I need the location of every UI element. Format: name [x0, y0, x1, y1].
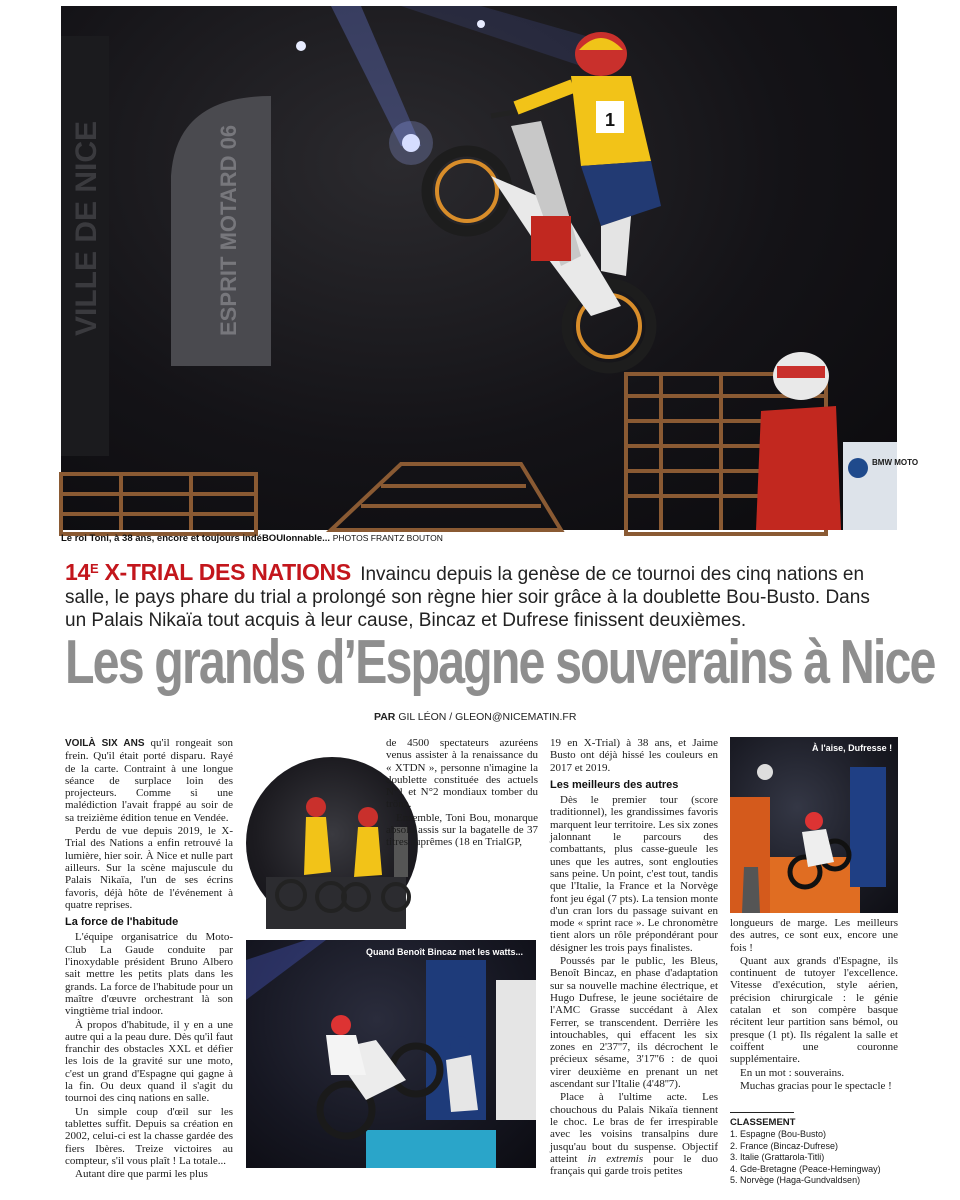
main-photo-caption: [61, 533, 443, 544]
standings-row: 5. Norvège (Haga-Gundvaldsen): [730, 1175, 861, 1186]
standings-row: 1. Espagne (Bou-Busto): [730, 1129, 827, 1140]
rider-bib-number: 1: [604, 110, 616, 130]
paragraph: Dès le premier tour (score traditionnel), les grandissimes favoris marquent leur territoire. Les six zones jalonnant le parcours des combattants, plus casse-gueule les unes que les autres, sont englouties sans peine. Un point, c'est tout, tandis que l'Italie, la France et la Norvège font jeu égal (7 pts). La tension monte d'un cran lors du passage suivant en mode « sprint race ». Le chronomètre tient alors un rôle prépondérant pour désigner les trois pays finalistes.: [550, 794, 719, 954]
standings-rule: [730, 1112, 794, 1113]
subheading: Les meilleurs des autres: [550, 778, 679, 791]
banner-text: ESPRIT MOTARD 06: [216, 124, 241, 336]
standings-title: CLASSEMENT: [730, 1117, 796, 1128]
paragraph: Ensemble, Toni Bou, monarque absolu assis sur la bagatelle de 37 titres suprêmes (18 en TrialGP,: [386, 811, 538, 849]
headline: Les grands d’Espagne souverains à Nice: [65, 628, 935, 697]
main-photo: [61, 6, 919, 530]
kicker: [65, 559, 351, 585]
paragraph: Perdu de vue depuis 2019, le X-Trial des Nations a enfin retrouvé la lumière, hier soir. À Nice et nulle part ailleurs. Sur la scène majuscule du Palais Nikaïa, l'un de ses écrins favoris, déjà hôte de l'événement à quatre reprises.: [65, 825, 233, 911]
byline-author: GIL LÉON / GLEON@NICEMATIN.FR: [398, 711, 577, 723]
emphasis: in extremis: [587, 1152, 644, 1165]
mid-photo-caption: Quand Benoît Bincaz met les watts...: [366, 947, 524, 957]
paragraph: Un simple coup d'œil sur les tablettes suffit. Depuis sa création en 2002, celui-ci est la chasse gardée des fiers Ibères. Treize victoires au compteur, s'il vous plaît ! La totale...: [65, 1105, 233, 1167]
paragraph-text: Place à l'ultime acte. Les chouchous du Palais Nikaïa tiennent le choc. Le bras de fer irrespirable avec les voisins transalpins dure jusqu'au bout du suspense. Objectif atteint: [550, 1091, 718, 1165]
standings-row: 4. Gde-Bretagne (Peace-Hemingway): [730, 1163, 881, 1174]
standings-row: 3. Italie (Grattarola-Titli): [730, 1152, 825, 1163]
article-column-4: [730, 917, 898, 1093]
dufrese-photo-illustration: [730, 737, 898, 913]
lead-in: VOILÀ SIX ANS: [65, 738, 145, 749]
byline-par: PAR: [374, 711, 396, 723]
paragraph: longueurs de marge. Les meilleurs des autres, ce sont eux, encore une fois !: [730, 917, 898, 954]
intro-text: Invaincu depuis la genèse de ce tournoi des cinq nations en salle, le pays phare du trial a prolongé son règne hier soir grâce à la doublette Bou-Busto. Dans un Palais Nikaïa tout acquis à leur cause, Bincaz et Dufrese finissent deuxièmes.: [65, 564, 870, 631]
paragraph: Autant dire que parmi les plus: [75, 1168, 208, 1181]
paragraph: Muchas gracias pour le spectacle !: [740, 1079, 892, 1092]
subheading: La force de l'habitude: [65, 916, 179, 929]
intro-block: [65, 557, 895, 632]
arena-wall-text: VILLE DE NICE: [70, 120, 103, 336]
paragraph: Quant aux grands d'Espagne, ils continuent de tutoyer l'excellence. Vitesse d'exécution, style aérien, précision chirurgicale : le génie catalan et son compère basque récitent leur partition sans bémol, ou presque (1 pt). Ils régalent la salle et coiffent une couronne supplémentaire.: [730, 954, 898, 1066]
photo-credit: PHOTOS FRANTZ BOUTON: [332, 533, 443, 543]
sponsor-text: BMW MOTO: [872, 458, 919, 467]
paragraph: de 4500 spectateurs azuréens venus assister à la renaissance du « XTDN », personne n'imagine la doublette constituée des actuels N°1 et N°2 mondiaux tomber du trône.: [386, 737, 538, 811]
right-photo-caption: À l'aise, Dufresse !: [812, 743, 893, 753]
dufrese-photo: [730, 737, 898, 913]
kicker-sup: E: [89, 561, 99, 576]
bincaz-photo: [246, 940, 536, 1168]
paragraph: En un mot : souverains.: [740, 1066, 845, 1079]
bincaz-photo-illustration: [246, 940, 536, 1168]
kicker-text: X-TRIAL DES NATIONS: [104, 559, 351, 585]
paragraph: L'équipe organisatrice du Moto-Club La Gaude conduite par l'inoxydable président Bruno Albero sait mettre les petits plats dans les grands. La force de l'habitude pour un maître d'œuvre orchestrant là son vingtième trial indoor.: [65, 931, 233, 1018]
paragraph: 19 en X-Trial) à 38 ans, et Jaime Busto ont déjà hissé les couleurs en 2017 et 2019.: [550, 737, 718, 774]
main-caption-text: Le roi Toni, à 38 ans, encore et toujours indéBOUIonnable...: [61, 533, 331, 544]
paragraph-text: pour le duo français qui garde trois petites: [550, 1152, 718, 1178]
article-column-1: [65, 737, 233, 1181]
standings-row: 2. France (Bincaz-Dufrese): [730, 1140, 839, 1151]
paragraph-text: qu'il rongeait son frein. Qu'il était porté disparu. Rayé de la carte. Contraint à une longue séance de surplace loin des projecteurs. Comme si une malédiction l'avait frappé au soir de sa treizième édition tenue en Vendée.: [65, 737, 233, 824]
paragraph: [550, 1091, 718, 1177]
main-photo-illustration: [61, 6, 919, 530]
byline: [374, 711, 576, 723]
article-column-2: [386, 737, 538, 850]
paragraph: [65, 737, 233, 824]
standings-box: [730, 1112, 900, 1186]
paragraph: Poussés par le public, les Bleus, Benoît Bincaz, en phase d'adaptation sur sa nouvelle machine électrique, et Hugo Dufrese, le jeune sociétaire de l'AMC Grasse succédant à Alex Ferrer, se transcendent. Derrière les intouchables, qui effacent les six zones en 2'37''7, ils décrochent le précieux sésame, 3'17''6 : de quoi virer deuxième en prenant un net ascendant sur l'Italie (4'48''7).: [550, 955, 718, 1091]
paragraph: À propos d'habitude, il y en a une autre qui a la peau dure. Dès qu'il faut franchir des obstacles XXL et défier les lois de la gravité sur une moto, c'est un grand d'Espagne qui gagne à la fin. Ou deux quand il s'agit du tournoi des cinq nations en salle.: [65, 1018, 233, 1105]
kicker-number: 14: [65, 559, 90, 585]
article-column-3: [550, 737, 718, 1178]
